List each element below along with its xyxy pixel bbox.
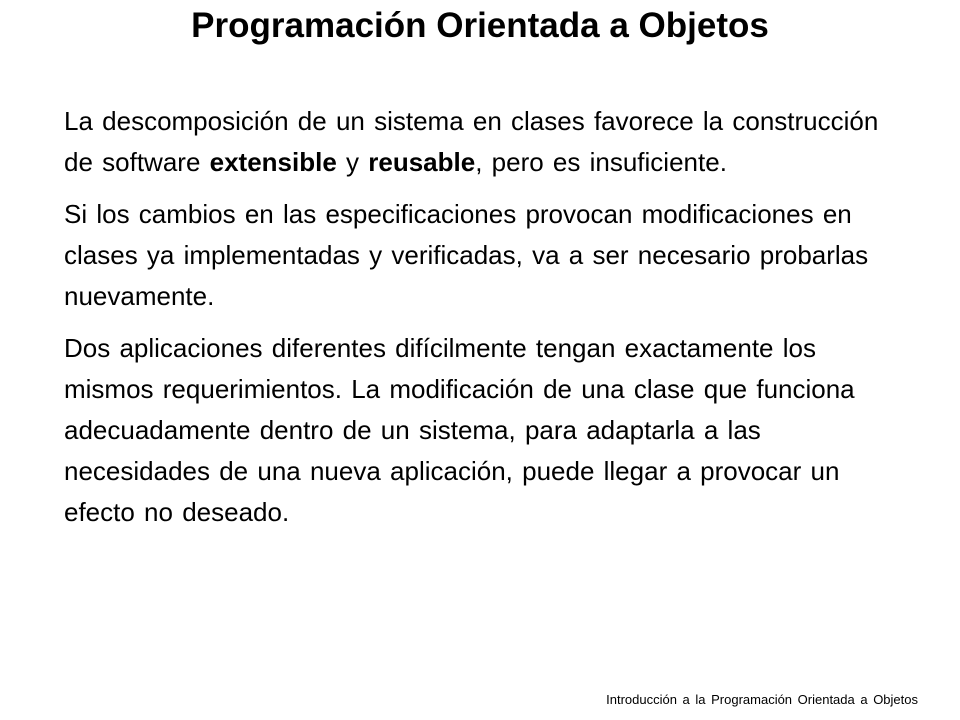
slide-title: Programación Orientada a Objetos	[191, 6, 769, 45]
paragraph-text: La descomposición de un sistema en clases favorece la construcción de software	[64, 106, 879, 177]
keyword-reusable: reusable	[368, 147, 476, 177]
slide-body	[64, 101, 904, 544]
paragraph-text: , pero es insuficiente.	[475, 147, 727, 177]
paragraph-changes: Si los cambios en las especificaciones provocan modificaciones en clases ya implementadas y verificadas, va a ser necesario probarlas nuevamente.	[64, 199, 869, 311]
footer-course-title: Introducción a la Programación Orientada a Objetos	[606, 692, 918, 707]
paragraph-requirements: Dos aplicaciones diferentes difícilmente tengan exactamente los mismos requerimientos. La modificación de una clase que funciona adecuadamente dentro de un sistema, para adaptarla a las necesidades de una nueva aplicación, puede llegar a provocar un efecto no deseado.	[64, 333, 855, 527]
paragraph-text: y	[336, 147, 369, 177]
paragraph-extensibility	[64, 101, 904, 183]
keyword-extensible: extensible	[209, 147, 337, 177]
